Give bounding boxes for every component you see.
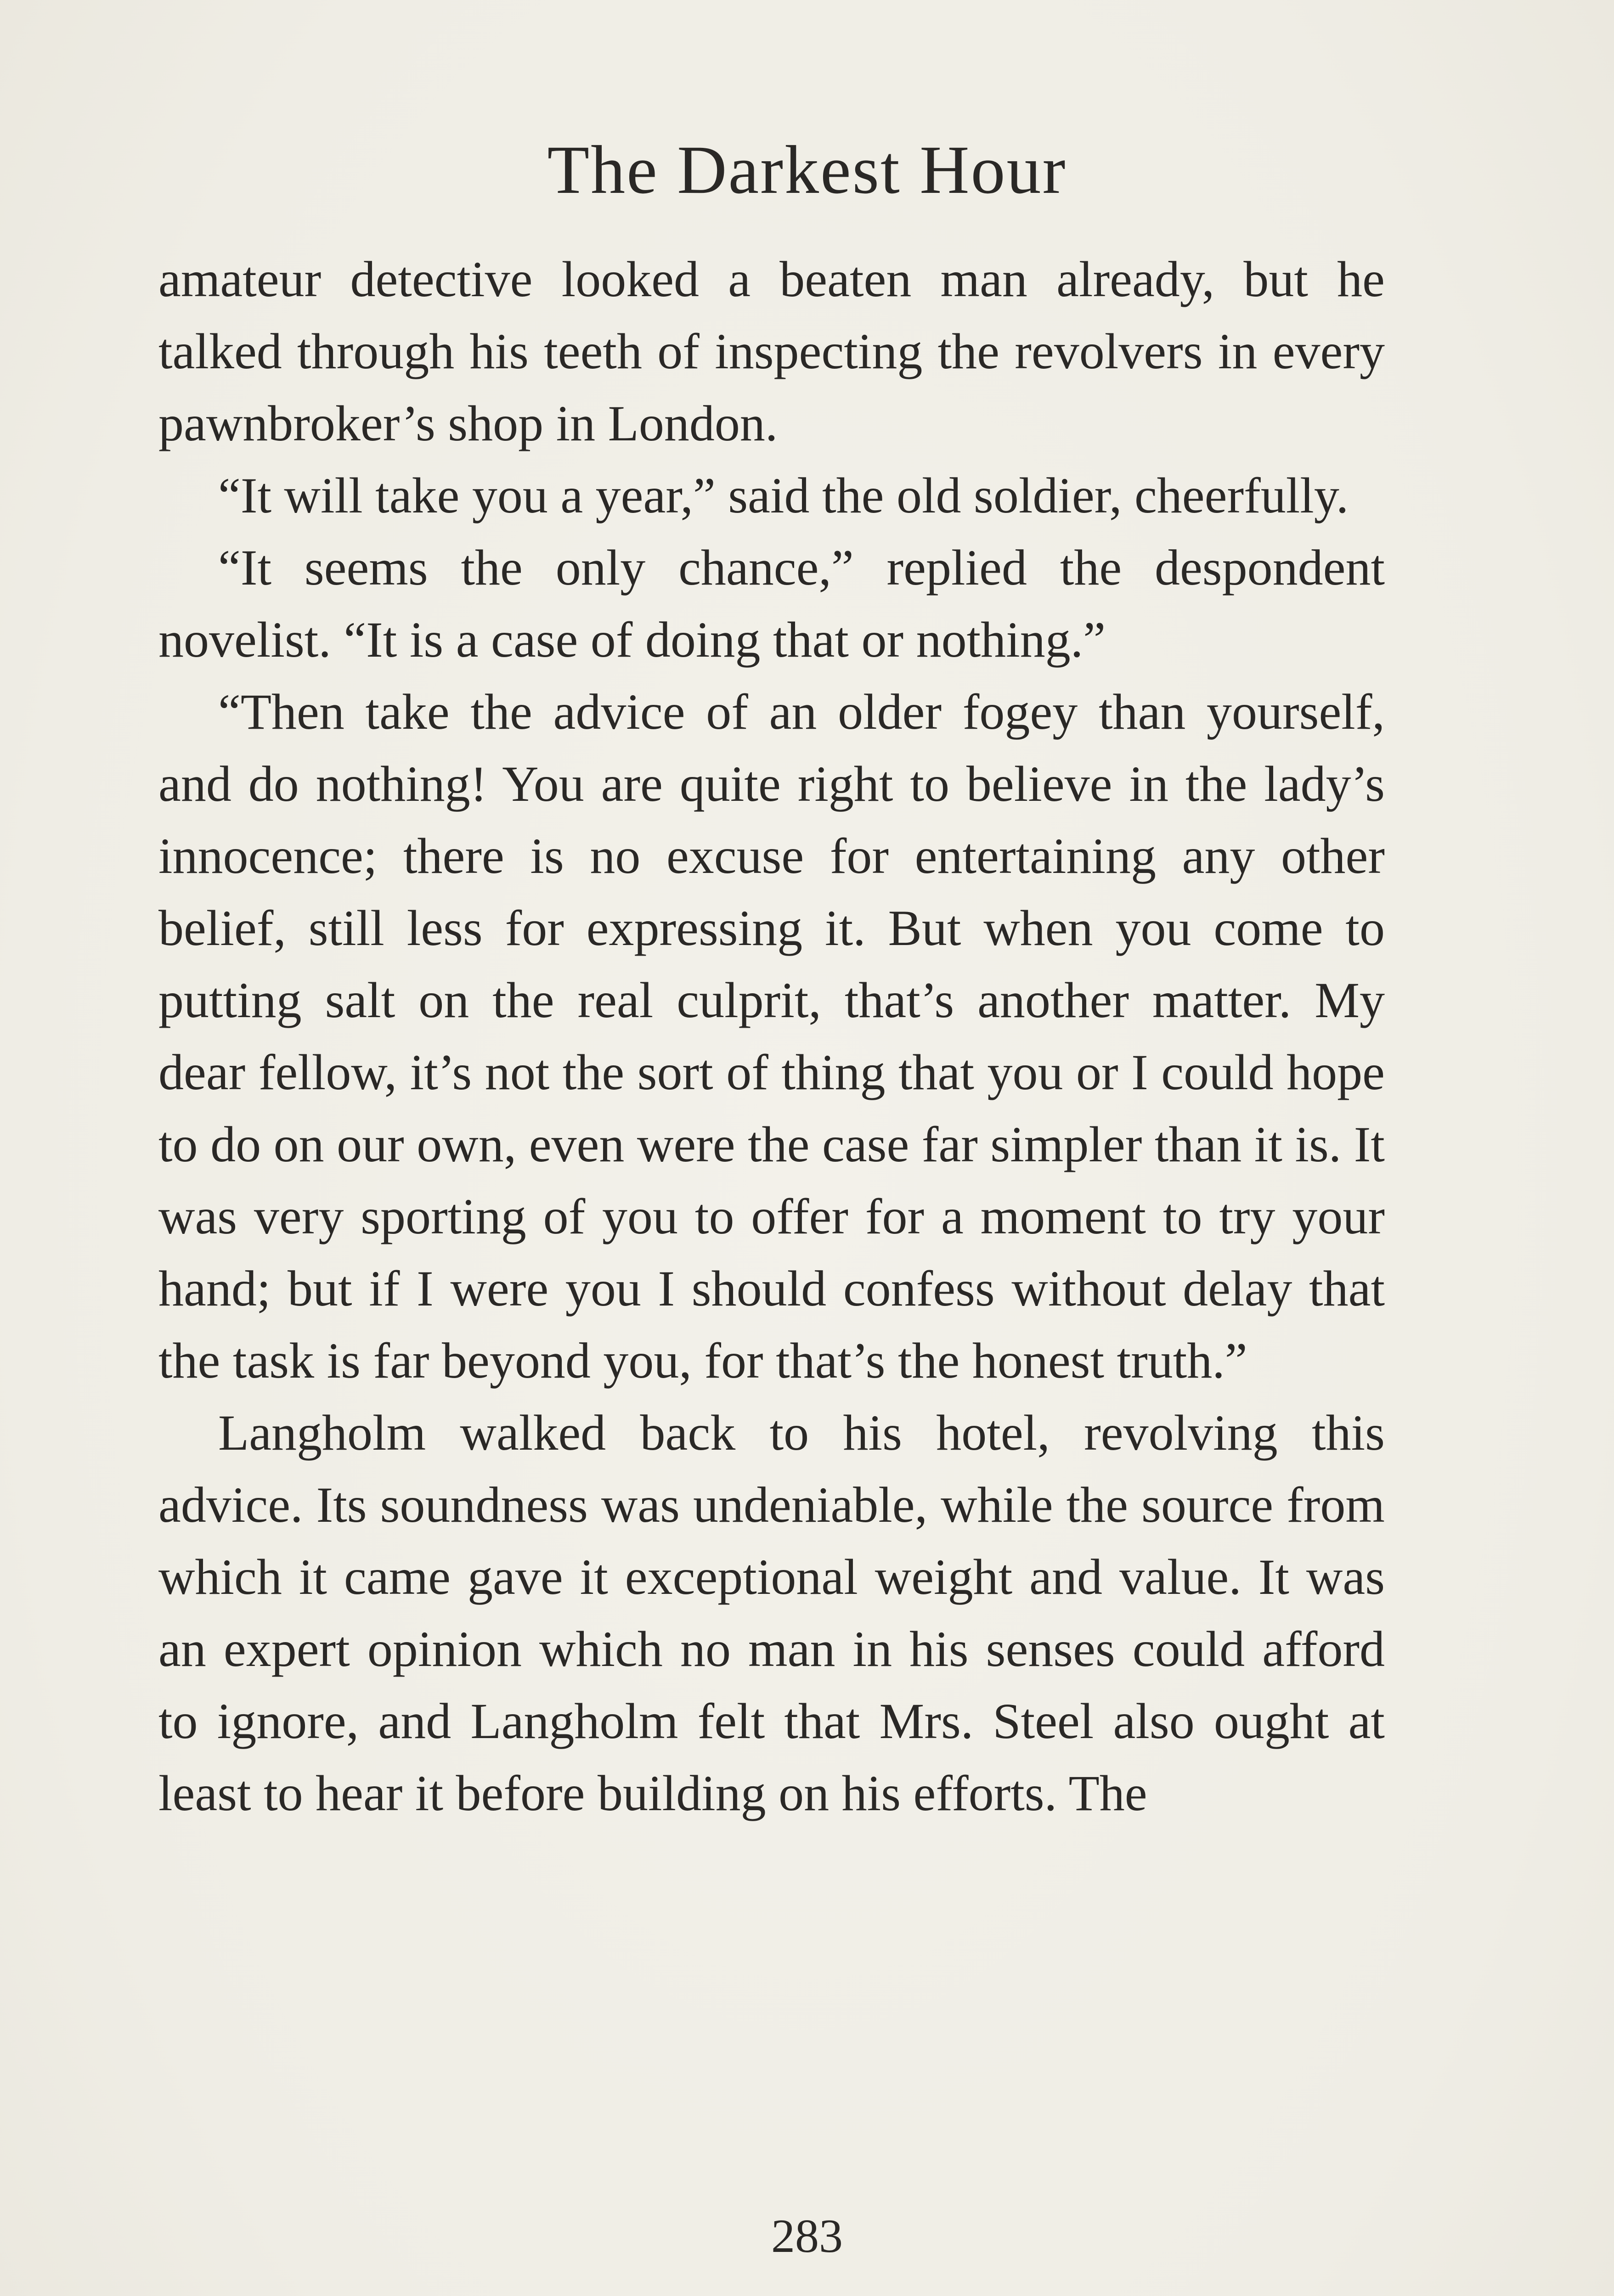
page-number: 283 [771,2210,843,2262]
paragraph: “Then take the advice of an older fogey than yourself, and do nothing! You are quite right to believe in the lady’s innocence; there is no excuse for entertaining any other belief, still less for expressing it. But when you come to putting salt on the real culprit, that’s another matter. My dear fellow, it’s not the sort of thing that you or I could hope to do on our own, even were the case far simpler than it is. It was very sporting of you to offer for a moment to try your hand; but if I were you I should confess without delay that the task is far beyond you, for that’s the honest truth.” [158,684,1385,1389]
body-text [158,243,1385,1829]
paragraph: “It will take you a year,” said the old soldier, cheerfully. [218,467,1349,523]
paragraph-continued: amateur detective looked a beaten man already, but he talked through his teeth of inspecting the revolvers in every pawnbroker’s shop in London. [158,251,1385,451]
paragraph: “It seems the only chance,” replied the despondent novelist. “It is a case of doing that or nothing.” [158,540,1385,668]
paragraph: Langholm walked back to his hotel, revolving this advice. Its soundness was undeniable, while the source from which it came gave it exceptional weight and value. It was an expert opinion which no man in his senses could afford to ignore, and Langholm felt that Mrs. Steel also ought at least to hear it before building on his efforts. The [158,1405,1385,1821]
running-title: The Darkest Hour [547,132,1067,208]
